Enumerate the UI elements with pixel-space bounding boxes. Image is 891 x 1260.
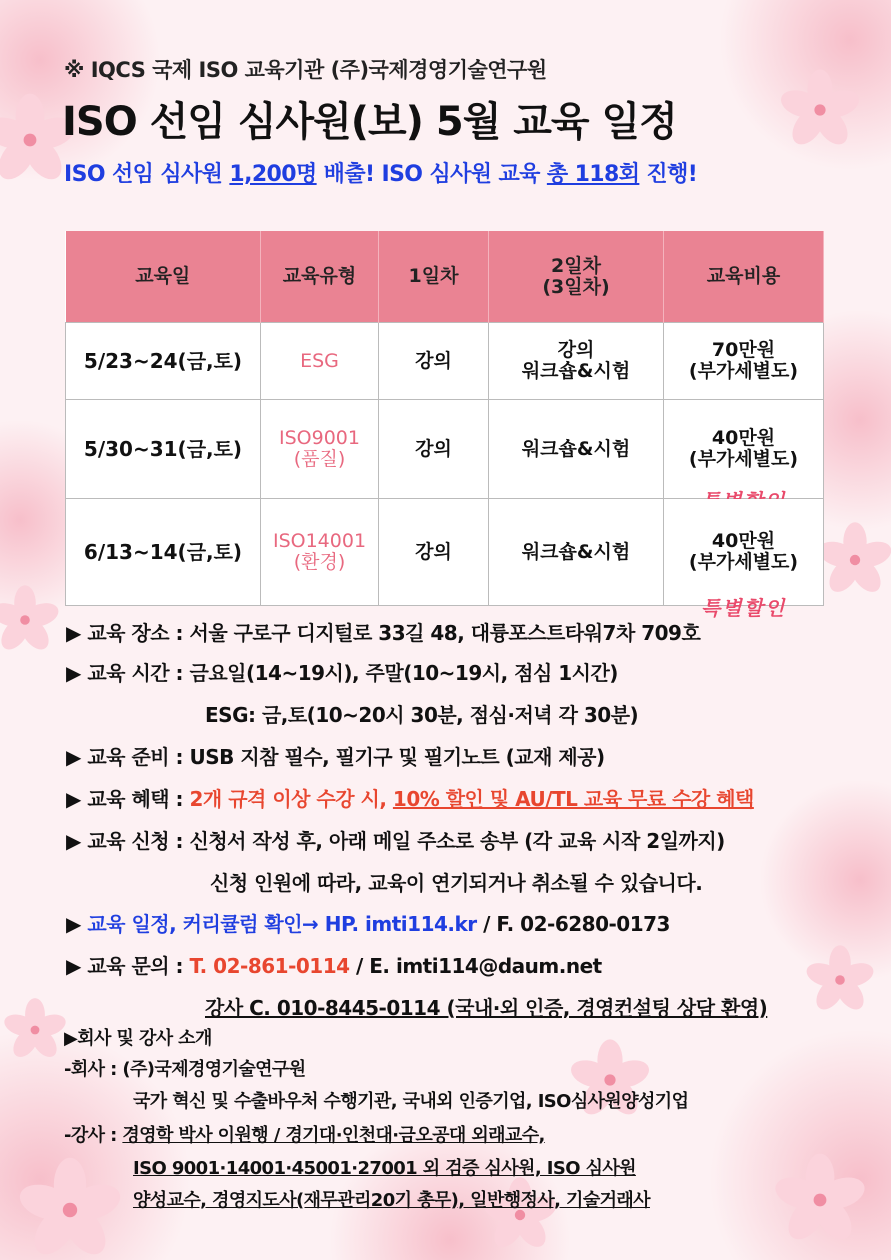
row-day1: 강의 (379, 499, 489, 606)
inquiry-label: ▶ 교육 문의 : (66, 954, 190, 978)
info-homepage (66, 908, 670, 937)
subtitle-count: 1,200명 (229, 162, 317, 187)
row-cost: 40만원 (부가세별도) (688, 530, 799, 573)
page-title: ISO 선임 심사원(보) 5월 교육 일정 (62, 99, 677, 145)
company-desc: 국가 혁신 및 수출바우처 수행기관, 국내외 인증기업, ISO심사원양성기업 (133, 1091, 689, 1112)
company-line: -회사 : (주)국제경영기술연구원 (64, 1059, 306, 1080)
special-discount-stamp: 특별할인 (700, 596, 787, 620)
benefit-a: 2개 규격 이상 수강 시, (189, 787, 393, 811)
subtitle-prefix: ISO 선임 심사원 (64, 162, 230, 187)
homepage-link[interactable]: 교육 일정, 커리큘럼 확인→ HP. imti114.kr (87, 912, 477, 936)
schedule-table (65, 231, 824, 620)
row-cost-cell (664, 499, 824, 620)
table-row (66, 400, 824, 499)
info-time: ▶ 교육 시간 : 금요일(14~19시), 주말(10~19시, 점심 1시간) (66, 661, 618, 685)
row-day1: 강의 (379, 323, 489, 400)
lecturer-line-2: ISO 9001·14001·45001·27001 외 검증 심사원, ISO 심사원 (133, 1158, 636, 1179)
info-benefit (66, 783, 754, 812)
header-day1: 1일차 (379, 231, 489, 323)
row-date: 5/30~31(금,토) (66, 400, 261, 499)
lecturer-line (64, 1121, 545, 1147)
row-cost: 70만원 (부가세별도) (664, 323, 824, 400)
benefit-b: 10% 할인 및 AU/TL 교육 무료 수강 혜택 (392, 787, 754, 811)
lecturer-contact: 강사 C. 010-8445-0114 (국내·외 인증, 경영컨설팅 상담 환영) (205, 996, 768, 1020)
header-day2: 2일차 (3일차) (489, 231, 664, 323)
info-apply: ▶ 교육 신청 : 신청서 작성 후, 아래 메일 주소로 송부 (각 교육 시작 2일까지) (66, 829, 725, 853)
row-cost: 40만원 (부가세별도) (688, 427, 799, 470)
organization-line: ※ IQCS 국제 ISO 교육기관 (주)국제경영기술연구원 (64, 58, 547, 82)
lecturer-title: 경영학 박사 이원행 / 경기대·인천대·금오공대 외래교수, (122, 1125, 545, 1146)
subtitle-total: 총 118회 (546, 162, 640, 187)
header-date: 교육일 (66, 231, 261, 323)
table-header-row (66, 231, 824, 323)
row-type: ESG (261, 323, 379, 400)
inquiry-email[interactable]: / E. imti114@daum.net (349, 954, 602, 978)
info-prep: ▶ 교육 준비 : USB 지참 필수, 필기구 및 필기노트 (교재 제공) (66, 745, 605, 769)
fax-number: / F. 02-6280-0173 (476, 912, 670, 936)
benefit-label: ▶ 교육 혜택 : (66, 787, 190, 811)
subtitle-suffix: 진행! (639, 162, 698, 187)
info-time-esg: ESG: 금,토(10~20시 30분, 점심·저녁 각 30분) (205, 703, 639, 727)
company-heading: ▶회사 및 강사 소개 (64, 1028, 212, 1049)
header-cost: 교육비용 (664, 231, 824, 323)
row-day2: 강의 워크숍&시험 (489, 323, 664, 400)
header-type: 교육유형 (261, 231, 379, 323)
subtitle-mid: 배출! ISO 심사원 교육 (316, 162, 547, 187)
table-row (66, 323, 824, 400)
row-day2: 워크숍&시험 (489, 400, 664, 499)
lecturer-label: -강사 : (64, 1125, 123, 1146)
hp-arrow: ▶ (66, 912, 88, 936)
info-place: ▶ 교육 장소 : 서울 구로구 디지털로 33길 48, 대륭포스트타워7차 709호 (66, 621, 701, 645)
inquiry-tel: T. 02-861-0114 (189, 954, 350, 978)
lecturer-line-3: 양성교수, 경영지도사(재무관리20기 총무), 일반행정사, 기술거래사 (133, 1190, 650, 1211)
row-date: 6/13~14(금,토) (66, 499, 261, 606)
row-date: 5/23~24(금,토) (66, 323, 261, 400)
row-day2: 워크숍&시험 (489, 499, 664, 606)
subtitle (64, 157, 697, 188)
row-type: ISO9001 (품질) (261, 400, 379, 499)
row-type: ISO14001 (환경) (261, 499, 379, 606)
info-inquiry (66, 950, 602, 979)
row-day1: 강의 (379, 400, 489, 499)
row-cost-cell (664, 400, 824, 499)
info-apply-note: 신청 인원에 따라, 교육이 연기되거나 취소될 수 있습니다. (210, 871, 703, 895)
table-row (66, 499, 824, 606)
